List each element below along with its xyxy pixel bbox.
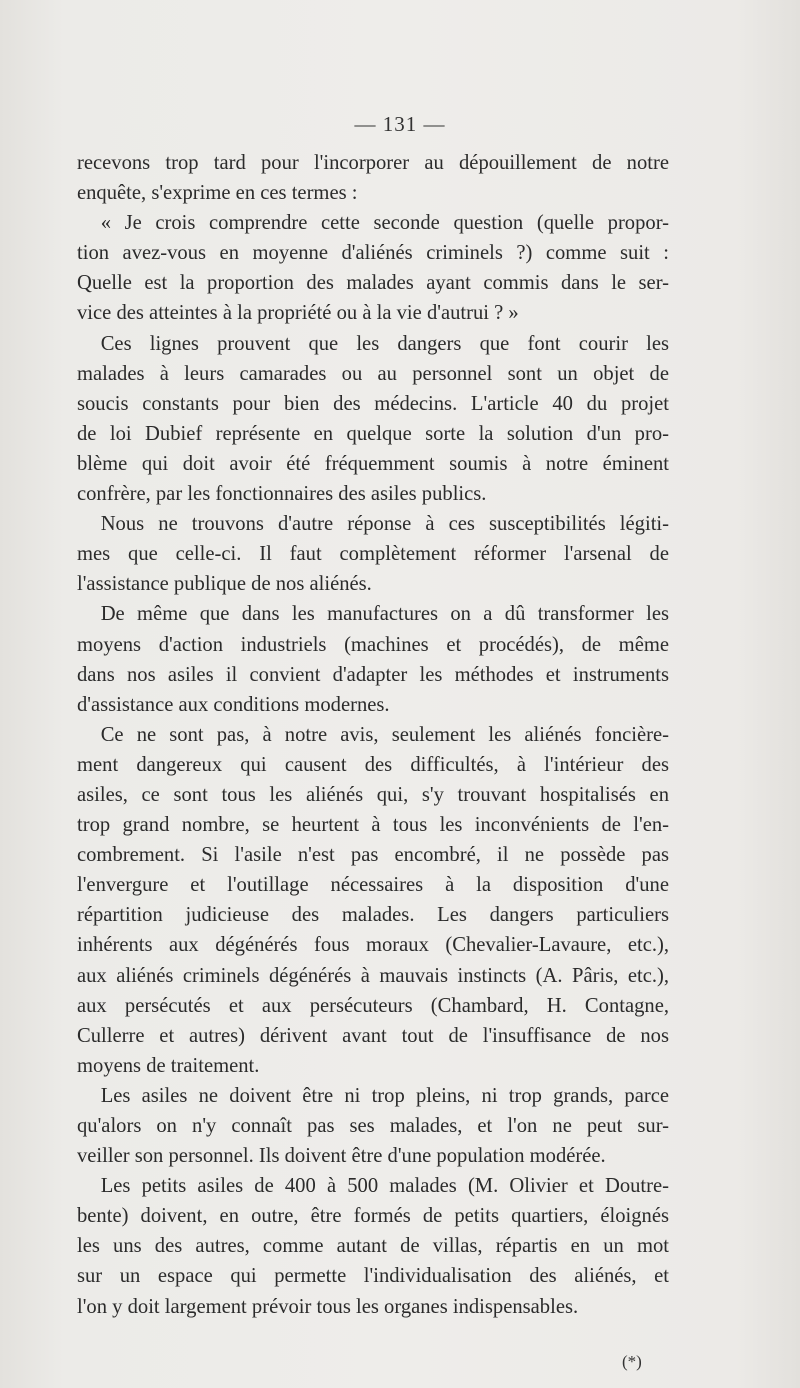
- text-line: qu'alors on n'y connaît pas ses malades, et l'on ne peut sur-: [77, 1115, 669, 1137]
- text-line: les uns des autres, comme autant de villas, répartis en un mot: [77, 1235, 669, 1258]
- text-line: aux persécutés et aux persécuteurs (Chambard, H. Contagne,: [77, 994, 669, 1017]
- text-line: aux aliénés criminels dégénérés à mauvais instincts (A. Pâris, etc.),: [77, 964, 669, 987]
- text-line: bente) doivent, en outre, être formés de petits quartiers, éloignés: [77, 1205, 669, 1228]
- text-line: blème qui doit avoir été fréquemment soumis à notre éminent: [77, 452, 669, 475]
- footer-mark: (*): [622, 1352, 642, 1371]
- text-line: de loi Dubief représente en quelque sorte la solution d'un pro-: [77, 422, 669, 445]
- text-line: Les asiles ne doivent être ni trop pleins, ni trop grands, parce: [100, 1084, 669, 1107]
- text-line: Ce ne sont pas, à notre avis, seulement les aliénés foncière-: [100, 723, 669, 746]
- paragraph: [77, 148, 669, 208]
- text-line: confrère, par les fonctionnaires des asiles publics.: [77, 483, 487, 506]
- text-line: inhérents aux dégénérés fous moraux (Chevalier-Lavaure, etc.),: [77, 934, 669, 957]
- page-number: — 131 —: [354, 112, 446, 136]
- text-line: moyens d'action industriels (machines et procédés), de même: [77, 633, 669, 656]
- paragraph: [77, 599, 669, 719]
- paragraph: [77, 208, 669, 328]
- text-line: enquête, s'exprime en ces termes :: [77, 182, 358, 205]
- text-line: trop grand nombre, se heurtent à tous les inconvénients de l'en-: [77, 814, 669, 837]
- text-line: De même que dans les manufactures on a dû transformer les: [100, 603, 669, 626]
- text-line: sur un espace qui permette l'individualisation des aliénés, et: [77, 1265, 669, 1288]
- text-line: Nous ne trouvons d'autre réponse à ces susceptibilités légiti-: [100, 513, 669, 536]
- text-line: « Je crois comprendre cette seconde question (quelle propor-: [100, 212, 669, 235]
- text-line: l'assistance publique de nos aliénés.: [77, 573, 372, 596]
- text-line: dans nos asiles il convient d'adapter les méthodes et instruments: [77, 663, 669, 686]
- text-line: Quelle est la proportion des malades ayant commis dans le ser-: [77, 272, 669, 295]
- text-line: Les petits asiles de 400 à 500 malades (M. Olivier et Doutre-: [100, 1175, 669, 1198]
- paragraph: [77, 1171, 669, 1321]
- text-line: Cullerre et autres) dérivent avant tout de l'insuffisance de nos: [77, 1024, 669, 1047]
- text-line: l'envergure et l'outillage nécessaires à la disposition d'une: [77, 874, 669, 897]
- paragraph: [77, 509, 669, 599]
- text-line: vice des atteintes à la propriété ou à la vie d'autrui ? »: [77, 302, 519, 325]
- text-line: veiller son personnel. Ils doivent être d'une population modérée.: [77, 1145, 606, 1168]
- text-line: combrement. Si l'asile n'est pas encombré, il ne possède pas: [77, 844, 669, 867]
- text-line: ment dangereux qui causent des difficultés, à l'intérieur des: [77, 753, 669, 776]
- text-line: d'assistance aux conditions modernes.: [77, 693, 390, 716]
- body-text: [77, 148, 669, 1322]
- text-line: recevons trop tard pour l'incorporer au dépouillement de notre: [77, 152, 669, 174]
- text-line: mes que celle-ci. Il faut complètement réformer l'arsenal de: [77, 543, 669, 566]
- text-line: malades à leurs camarades ou au personnel sont un objet de: [77, 362, 669, 385]
- text-line: répartition judicieuse des malades. Les dangers particuliers: [77, 904, 669, 927]
- paragraph: [77, 329, 669, 510]
- text-line: soucis constants pour bien des médecins. L'article 40 du projet: [77, 392, 669, 415]
- text-line: asiles, ce sont tous les aliénés qui, s'y trouvant hospitalisés en: [77, 783, 669, 806]
- paragraph: [77, 1081, 669, 1171]
- text-line: Ces lignes prouvent que les dangers que font courir les: [100, 332, 669, 355]
- text-line: tion avez-vous en moyenne d'aliénés criminels ?) comme suit :: [77, 242, 669, 265]
- paragraph: [77, 720, 669, 1081]
- text-line: moyens de traitement.: [77, 1054, 260, 1077]
- text-line: l'on y doit largement prévoir tous les organes indispensables.: [77, 1295, 579, 1318]
